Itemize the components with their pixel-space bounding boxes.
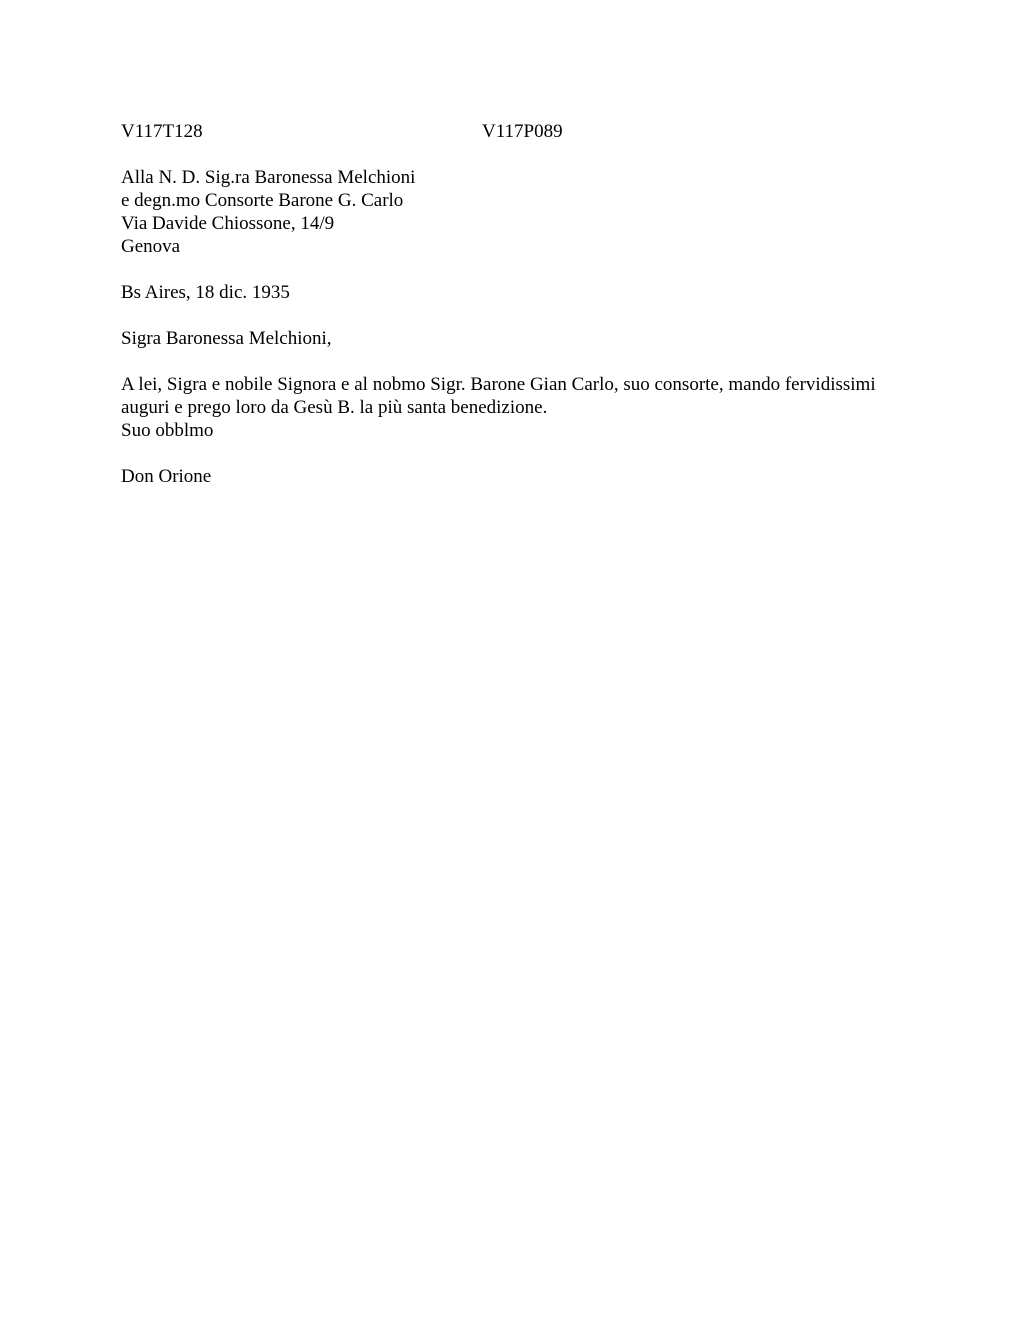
letter-signature: Don Orione (121, 466, 212, 487)
recipient-address (121, 166, 921, 258)
address-line-2: e degn.mo Consorte Barone G. Carlo (121, 190, 404, 211)
letter-date: Bs Aires, 18 dic. 1935 (121, 282, 290, 303)
paragraph-line-2: auguri e prego loro da Gesù B. la più santa benedizione. (121, 397, 548, 418)
letter-salutation: Sigra Baronessa Melchioni, (121, 328, 332, 349)
address-line-4: Genova (121, 236, 181, 257)
letter-paragraph (121, 373, 921, 442)
letter-closing: Suo obblmo (121, 420, 214, 441)
address-line-3: Via Davide Chiossone, 14/9 (121, 213, 335, 234)
letter-body (121, 166, 921, 488)
paragraph-line-1: A lei, Sigra e nobile Signora e al nobmo Sigr. Barone Gian Carlo, suo consorte, mando fervidissimi (121, 374, 876, 395)
document-code-right: V117P089 (482, 121, 563, 142)
document-codes (121, 120, 921, 143)
address-line-1: Alla N. D. Sig.ra Baronessa Melchioni (121, 167, 416, 188)
document-code-left: V117T128 (121, 121, 203, 142)
